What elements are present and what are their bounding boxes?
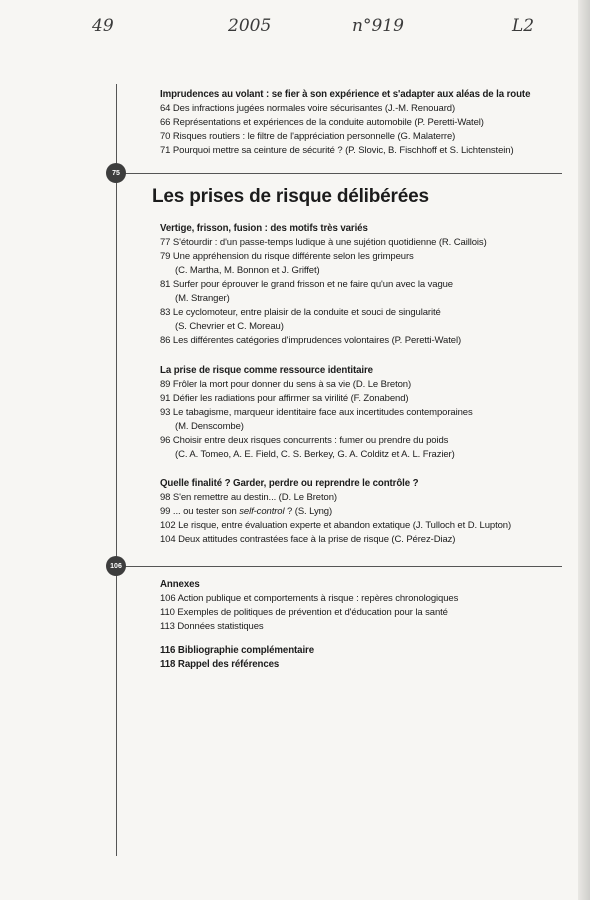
toc-entry: 89 Frôler la mort pour donner du sens à sa vie (D. Le Breton) — [160, 379, 412, 390]
toc-entry: 99 ... ou tester son self-control ? (S. Lyng) — [160, 506, 333, 517]
toc-section-imprudences — [160, 88, 560, 158]
toc-entry-bibliography: 116 Bibliographie complémentaire — [160, 645, 315, 656]
handwritten-annotations — [0, 8, 590, 44]
toc-entry: 104 Deux attitudes contrastées face à la prise de risque (C. Pérez-Diaz) — [160, 534, 456, 545]
chapter-title: Les prises de risque délibérées — [152, 186, 429, 207]
toc-entry: 79 Une appréhension du risque différente selon les grimpeurs — [160, 251, 414, 262]
section-heading: Annexes — [160, 579, 200, 590]
toc-section-finalite — [160, 477, 560, 547]
page-marker-106: 106 — [106, 556, 126, 576]
handwritten-code: L2 — [512, 16, 535, 36]
section-heading: Imprudences au volant : se fier à son expérience et s'adapter aux aléas de la route — [160, 89, 531, 100]
toc-section-annexes — [160, 578, 560, 672]
toc-entry: 106 Action publique et comportements à risque : repères chronologiques — [160, 593, 459, 604]
toc-entry-authors: (M. Stranger) — [175, 293, 230, 304]
toc-entry: 81 Surfer pour éprouver le grand frisson et ne faire qu'un avec la vague — [160, 279, 453, 290]
section-heading: Vertige, frisson, fusion : des motifs très variés — [160, 223, 368, 234]
toc-entry: 102 Le risque, entre évaluation experte et abandon extatique (J. Tulloch et D. Lupton) — [160, 520, 512, 531]
toc-entry: 93 Le tabagisme, marqueur identitaire face aux incertitudes contemporaines — [160, 407, 473, 418]
toc-entry: 98 S'en remettre au destin... (D. Le Breton) — [160, 492, 337, 503]
toc-section-vertige — [160, 222, 560, 348]
toc-entry-authors: (M. Denscombe) — [175, 421, 244, 432]
toc-entry: 66 Représentations et expériences de la conduite automobile (P. Peretti-Watel) — [160, 117, 484, 128]
toc-entry: 110 Exemples de politiques de prévention et d'éducation pour la santé — [160, 607, 448, 618]
section-heading: Quelle finalité ? Garder, perdre ou reprendre le contrôle ? — [160, 478, 419, 489]
toc-entry: 71 Pourquoi mettre sa ceinture de sécurité ? (P. Slovic, B. Fischhoff et S. Lichtenstein) — [160, 145, 514, 156]
toc-section-identitaire — [160, 364, 560, 462]
toc-entry-authors: (C. A. Tomeo, A. E. Field, C. S. Berkey, G. A. Colditz et A. L. Frazier) — [175, 449, 455, 460]
toc-entry: 86 Les différentes catégories d'imprudences volontaires (P. Peretti-Watel) — [160, 335, 462, 346]
margin-rule — [116, 84, 117, 856]
section-rule-106 — [116, 566, 562, 567]
toc-entry-authors: (C. Martha, M. Bonnon et J. Griffet) — [175, 265, 320, 276]
handwritten-issue: n°919 — [352, 16, 404, 36]
page-marker-75: 75 — [106, 163, 126, 183]
toc-entry: 83 Le cyclomoteur, entre plaisir de la conduite et souci de singularité — [160, 307, 441, 318]
handwritten-year: 2005 — [228, 16, 272, 36]
toc-entry: 91 Défier les radiations pour affirmer sa virilité (F. Zonabend) — [160, 393, 409, 404]
toc-entry: 96 Choisir entre deux risques concurrents : fumer ou prendre du poids — [160, 435, 449, 446]
scan-edge — [578, 0, 590, 900]
toc-entry: 64 Des infractions jugées normales voire sécurisantes (J.-M. Renouard) — [160, 103, 456, 114]
toc-entry: 70 Risques routiers : le filtre de l'appréciation personnelle (G. Malaterre) — [160, 131, 456, 142]
handwritten-number: 49 — [92, 16, 114, 36]
toc-entry-references: 118 Rappel des références — [160, 659, 280, 670]
section-heading: La prise de risque comme ressource identitaire — [160, 365, 373, 376]
toc-entry: 113 Données statistiques — [160, 621, 264, 632]
toc-entry-authors: (S. Chevrier et C. Moreau) — [175, 321, 284, 332]
section-rule-75 — [116, 173, 562, 174]
toc-entry: 77 S'étourdir : d'un passe-temps ludique à une sujétion quotidienne (R. Caillois) — [160, 237, 487, 248]
